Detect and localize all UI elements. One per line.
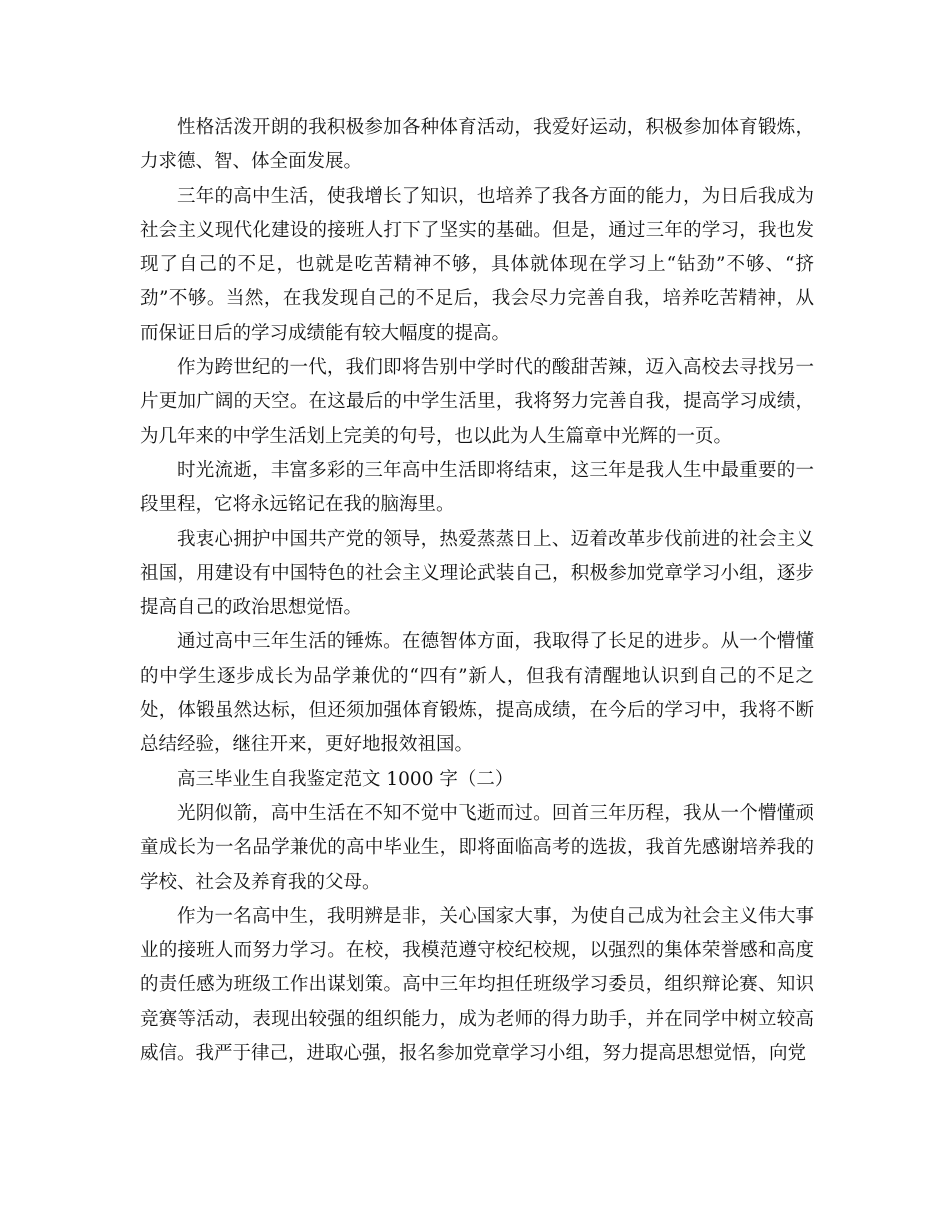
paragraph: 时光流逝，丰富多彩的三年高中生活即将结束，这三年是我人生中最重要的一段里程，它将永远铭记在我的脑海里。 <box>140 459 814 516</box>
paragraph: 我衷心拥护中国共产党的领导，热爱蒸蒸日上、迈着改革步伐前进的社会主义祖国，用建设有中国特色的社会主义理论武装自己，积极参加党章学习小组，逐步提高自己的政治思想觉悟。 <box>140 528 814 619</box>
document-page <box>140 111 814 1071</box>
section-heading: 高三毕业生自我鉴定范文 1000 字（二） <box>177 768 514 790</box>
paragraph: 性格活泼开朗的我积极参加各种体育活动，我爱好运动，积极参加体育锻炼，力求德、智、体全面发展。 <box>140 117 814 173</box>
paragraph: 作为跨世纪的一代，我们即将告别中学时代的酸甜苦辣，迈入高校去寻找另一片更加广阔的天空。在这最后的中学生活里，我将努力完善自我，提高学习成绩，为几年来的中学生活划上完美的句号，也以此为人生篇章中光辉的一页。 <box>140 357 814 447</box>
paragraph: 三年的高中生活，使我增长了知识，也培养了我各方面的能力，为日后我成为社会主义现代化建设的接班人打下了坚实的基础。但是，通过三年的学习，我也发现了自己的不足，也就是吃苦精神不够，具体就体现在学习上“钻劲”不够、“挤劲”不够。当然，在我发现自己的不足后，我会尽力完善自我，培养吃苦精神，从而保证日后的学习成绩能有较大幅度的提高。 <box>140 185 814 344</box>
paragraph: 通过高中三年生活的锤炼。在德智体方面，我取得了长足的进步。从一个懵懂的中学生逐步成长为品学兼优的“四有”新人，但我有清醒地认识到自己的不足之处，体锻虽然达标，但还须加强体育锻炼，提高成绩，在今后的学习中，我将不断总结经验，继往开来，更好地报效祖国。 <box>140 631 814 756</box>
paragraph: 光阴似箭，高中生活在不知不觉中飞逝而过。回首三年历程，我从一个懵懂顽童成长为一名品学兼优的高中毕业生，即将面临高考的选拔，我首先感谢培养我的学校、社会及养育我的父母。 <box>140 802 814 893</box>
paragraph: 作为一名高中生，我明辨是非，关心国家大事，为使自己成为社会主义伟大事业的接班人而努力学习。在校，我模范遵守校纪校规，以强烈的集体荣誉感和高度的责任感为班级工作出谋划策。高中三年均担任班级学习委员，组织辩论赛、知识竞赛等活动，表现出较强的组织能力，成为老师的得力助手，并在同学中树立较高威信。我严于律己，进取心强，报名参加党章学习小组，努力提高思想觉悟，向党 <box>140 905 814 1065</box>
